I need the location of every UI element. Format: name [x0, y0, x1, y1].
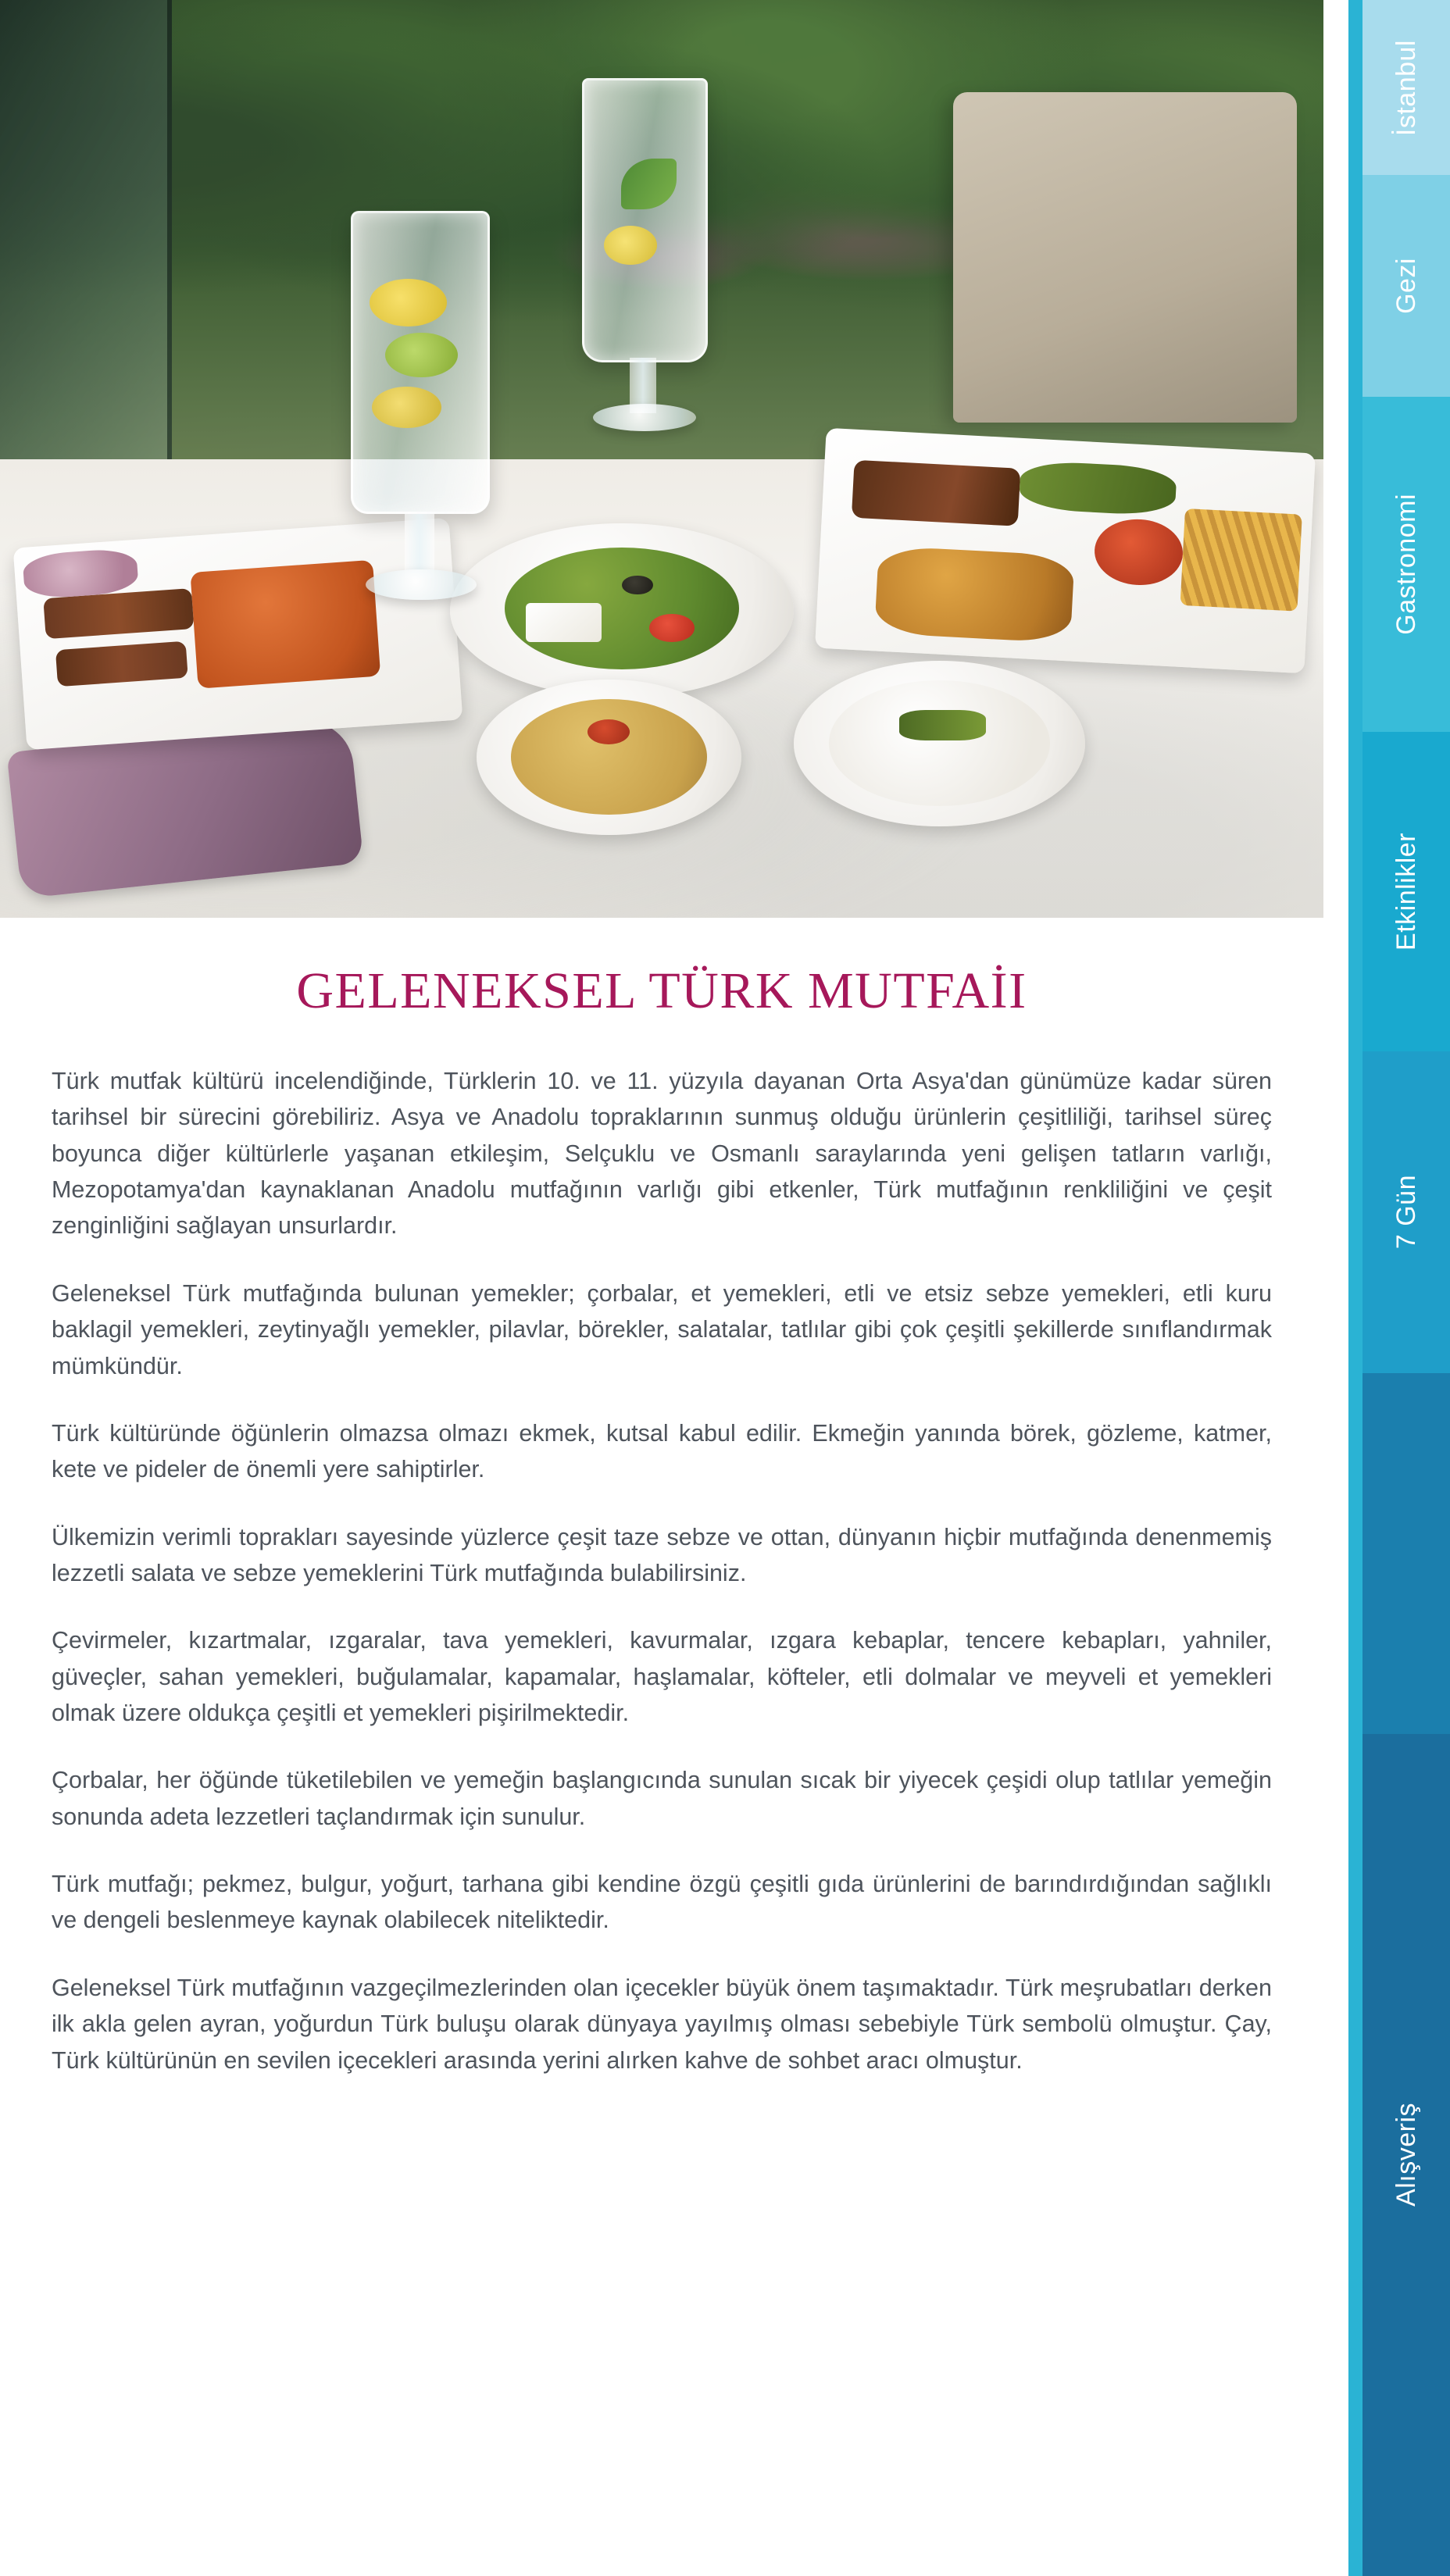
glass-foot-front: [366, 569, 477, 601]
food-kebab-skewer-2: [55, 641, 189, 687]
tab-etkinlikler-label: Etkinlikler: [1391, 832, 1421, 951]
food-grilled-pepper: [1019, 460, 1178, 516]
drink-lemon-slice-2: [372, 387, 441, 428]
food-tomato: [649, 614, 694, 642]
food-hummus: [511, 699, 707, 815]
food-french-fries: [1180, 508, 1303, 612]
patio-chair: [953, 92, 1297, 423]
food-bulgur-pilaf: [190, 559, 381, 689]
glass-foot-back: [593, 404, 696, 431]
food-yogurt-dip: [829, 680, 1050, 806]
paragraph-5: Çevirmeler, kızartmalar, ızgaralar, tava yemekleri, kavurmalar, ızgara kebaplar, tencere kebapları, yahniler, güveçler, sahan yemekleri, buğulamalar, kapamalar, haşlamalar, köfteler, etli dolmalar ve meyveli et yemekleri olmak üzere oldukça çeşitli et yemekleri pişirilmektedir.: [52, 1627, 1272, 1727]
tab-7-gun-label: 7 Gün: [1391, 1175, 1421, 1250]
tab-gastronomi[interactable]: [1362, 397, 1450, 732]
drink-lemon-slice: [370, 279, 448, 326]
article-body: [0, 918, 1323, 2110]
bowl-hummus: [477, 680, 741, 836]
tab-gezi-label: Gezi: [1391, 258, 1421, 315]
paragraph-6: Çorbalar, her öğünde tüketilebilen ve yemeğin başlangıcında sunulan sıcak bir yiyecek çeşidi olup tatlılar yemeğin sonunda adeta lezzetleri taçlandırmak için sunulur.: [52, 1767, 1272, 1830]
rail-accent-strip: [1348, 0, 1362, 2576]
plate-mixed-grill-right: [815, 428, 1316, 673]
paragraph-3: Türk kültüründe öğünlerin olmazsa olmazı ekmek, kutsal kabul edilir. Ekmeğin yanında börek, gözleme, katmer, kete ve pideler de önemli yere sahiptirler.: [52, 1419, 1272, 1483]
paragraph-8: Geleneksel Türk mutfağının vazgeçilmezlerinden olan içecekler büyük önem taşımaktadır. Türk meşrubatları derken ilk akla gelen ayran, yoğurdun Türk buluşu olarak dünyaya yayılmış olması sebebiyle Türk sembolü olmuştur. Çay, Türk kültürünün en sevilen içecekleri arasında yerini alırken kahve de sohbet aracı olmuştur.: [52, 1974, 1272, 2074]
drink-lime-slice: [385, 333, 458, 377]
bowl-yogurt-dip: [794, 661, 1085, 826]
food-fried-chicken: [875, 545, 1075, 644]
tab-gezi[interactable]: [1362, 175, 1450, 397]
tab-istanbul[interactable]: [1362, 0, 1450, 175]
tab-alisveris-label: Alışveriş: [1391, 2103, 1421, 2207]
food-onion-salad: [23, 548, 139, 600]
paragraph-4: Ülkemizin verimli toprakları sayesinde yüzlerce çeşit taze sebze ve ottan, dünyanın hiçbir mutfağında denenmemiş lezzetli salata ve sebze yemeklerini Türk mutfağında bulabilirsiniz.: [52, 1523, 1272, 1586]
paragraph-2: Geleneksel Türk mutfağında bulunan yemekler; çorbalar, et yemekleri, etli ve etsiz sebze yemekleri, etli kuru baklagil yemekleri, zeytinyağlı yemekler, pilavlar, börekler, salatalar, tatlılar gibi çok çeşitli şekillerde sınıflandırmak mümkündür.: [52, 1279, 1272, 1379]
tab-etkinlikler[interactable]: [1362, 732, 1450, 1051]
tab-blank[interactable]: [1362, 1373, 1450, 1734]
food-feta-cubes: [526, 603, 602, 641]
lemonade-glass-front: [351, 211, 490, 514]
drink-lemon-wedge: [604, 226, 657, 265]
glass-door: [0, 0, 172, 533]
section-tab-rail: [1348, 0, 1450, 2576]
plate-kebab-left: [13, 517, 463, 749]
drink-mint-leaf: [621, 159, 677, 209]
paragraph-7: Türk mutfağı; pekmez, bulgur, yoğurt, tarhana gibi kendine özgü çeşitli gıda ürünlerini de barındırdığından sağlıklı ve dengeli beslenmeye kaynak olabilecek niteliktedir.: [52, 1871, 1272, 1934]
lemonade-glass-back: [582, 78, 708, 362]
rail-tabs: [1362, 0, 1450, 2576]
food-grilled-kofte: [852, 460, 1021, 526]
tab-gastronomi-label: Gastronomi: [1391, 493, 1421, 635]
tab-istanbul-label: İstanbul: [1391, 39, 1421, 136]
food-olive: [622, 576, 653, 595]
paragraph-1: Türk mutfak kültürü incelendiğinde, Türklerin 10. ve 11. yüzyıla dayanan Orta Asya'dan günümüze kadar süren tarihsel bir sürecini görebiliriz. Asya ve Anadolu topraklarının sunmuş olduğu ürünlerin çeşitliliği, tarihsel süreç boyunca diğer kültürlerle yaşanan etkileşim, Selçuklu ve Osmanlı saraylarında yeni gelişen tatların varlığı, Mezopotamya'dan kaynaklanan Anadolu mutfağının varlığı gibi etkenler, Türk mutfağının renkliliğini ve çeşit zenginliğini sağlayan unsurlardır.: [52, 1068, 1272, 1240]
food-dip-garnish: [899, 710, 987, 740]
plate-shepherd-salad: [450, 523, 794, 698]
hero-photo: [0, 0, 1323, 918]
tab-7-gun[interactable]: [1362, 1051, 1450, 1373]
tab-alisveris[interactable]: [1362, 1734, 1450, 2576]
glass-stem-front: [405, 514, 434, 578]
page-title: GELENEKSEL TÜRK MUTFAİI: [296, 962, 1027, 1019]
food-grilled-tomato: [1093, 517, 1184, 587]
